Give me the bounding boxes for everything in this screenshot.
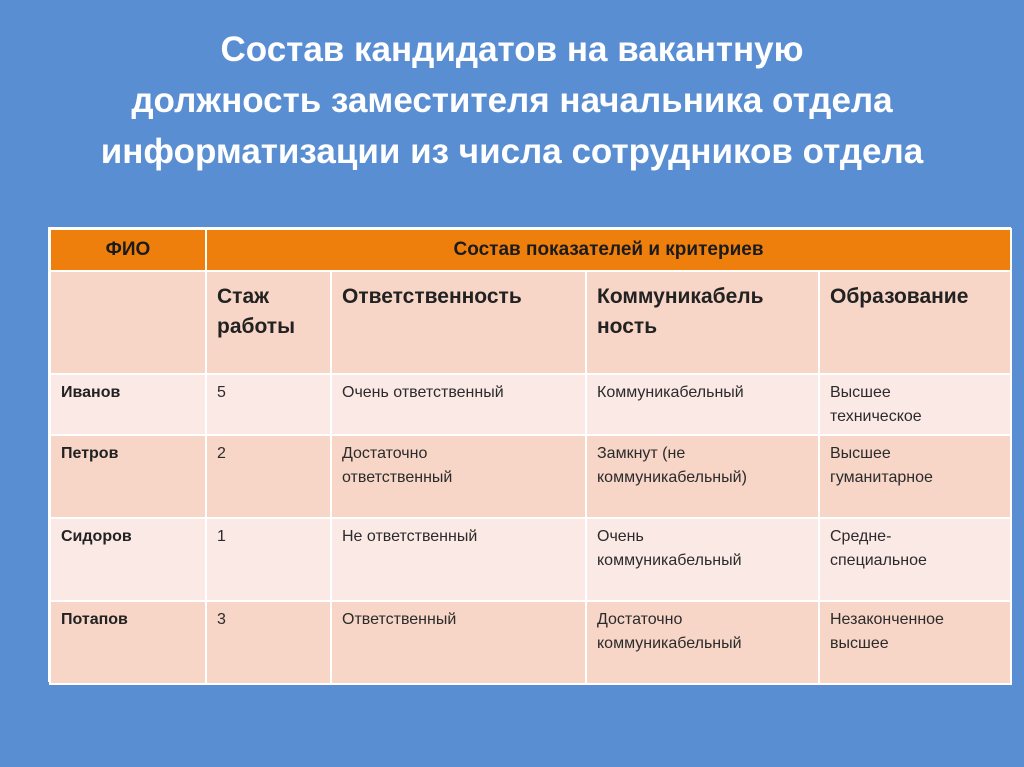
table-row	[50, 374, 1011, 435]
table-header-row	[50, 229, 1011, 271]
communicability-cell: Очень коммуникабельный	[586, 518, 819, 601]
table-row	[50, 435, 1011, 518]
communicability-cell: Достаточно коммуникабельный	[586, 601, 819, 684]
responsibility-cell: Ответственный	[331, 601, 586, 684]
candidate-name: Потапов	[50, 601, 206, 684]
header-criteria: Состав показателей и критериев	[206, 229, 1011, 271]
candidate-name: Петров	[50, 435, 206, 518]
responsibility-cell: Достаточно ответственный	[331, 435, 586, 518]
title-line-1: Состав кандидатов на вакантную	[220, 30, 804, 69]
education-cell: Высшее техническое	[819, 374, 1011, 435]
education-cell: Средне- специальное	[819, 518, 1011, 601]
communicability-cell: Коммуникабельный	[586, 374, 819, 435]
candidate-name: Иванов	[50, 374, 206, 435]
subheader-experience: Стаж работы	[206, 271, 331, 374]
education-cell: Незаконченное высшее	[819, 601, 1011, 684]
title-line-2: должность заместителя начальника отдела	[131, 81, 893, 120]
subheader-empty	[50, 271, 206, 374]
experience-cell: 5	[206, 374, 331, 435]
subheader-communicability: Коммуникабель ность	[586, 271, 819, 374]
header-fio: ФИО	[50, 229, 206, 271]
experience-cell: 2	[206, 435, 331, 518]
responsibility-cell: Очень ответственный	[331, 374, 586, 435]
education-cell: Высшее гуманитарное	[819, 435, 1011, 518]
experience-cell: 3	[206, 601, 331, 684]
candidates-table	[48, 227, 1011, 682]
slide-title	[20, 24, 1004, 177]
communicability-cell: Замкнут (не коммуникабельный)	[586, 435, 819, 518]
table-row	[50, 518, 1011, 601]
table-subheader-row	[50, 271, 1011, 374]
title-line-3: информатизации из числа сотрудников отдела	[100, 132, 924, 171]
candidate-name: Сидоров	[50, 518, 206, 601]
experience-cell: 1	[206, 518, 331, 601]
responsibility-cell: Не ответственный	[331, 518, 586, 601]
table-row	[50, 601, 1011, 684]
subheader-education: Образование	[819, 271, 1011, 374]
subheader-responsibility: Ответственность	[331, 271, 586, 374]
